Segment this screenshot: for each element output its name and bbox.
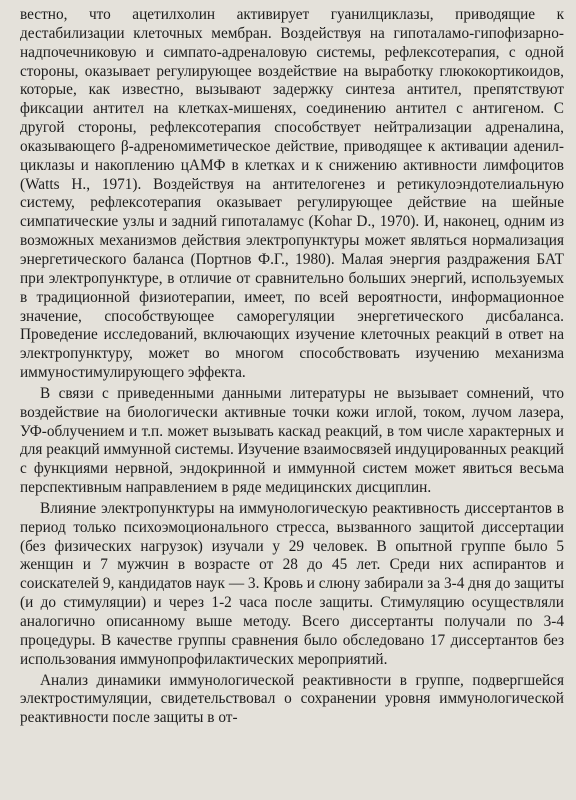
paragraph-analysis: Анализ динамики иммунологической реактивности в группе, подвергшейся электростимуляции, свидетельствовал о сохранении уровня иммунологической реактивности после защиты в от- xyxy=(20,671,564,727)
paragraph-literature-summary: В связи с приведенными данными литературы не вызывает сомнений, что воздействие на биологически активные точки кожи иглой, током, лучом лазера, УФ-облучением и т.п. может вызывать каскад реакций, в том числе характерных и для реакций иммунной системы. Изучение взаимосвязей индуцированных реакций с функциями нервной, эндокринной и иммунной систем может явиться весьма перспективным направлением в ряде медицинских дисциплин. xyxy=(20,384,564,497)
paragraph-study-design: Влияние электропунктуры на иммунологическую реактивность диссертантов в период только психоэмоционального стресса, вызванного защитой диссертации (без физических нагрузок) изучали у 29 человек. В опытной группе было 5 женщин и 7 мужчин в возрасте от 28 до 45 лет. Среди них аспирантов и соискателей 9, кандидатов наук — 3. Кровь и слюну забирали за 3-4 дня до защиты (и до стимуляции) и через 1-2 часа после защиты. Стимуляцию осуществляли аналогично описанному выше методу. Всего диссертанты получали по 3-4 процедуры. В качестве группы сравнения было обследовано 17 диссертантов без использования иммунопрофилактических мероприятий. xyxy=(20,499,565,668)
paragraph-continued: вестно, что ацетилхолин активирует гуанилциклазы, приводящие к дестабилизации клеточных мембран. Воздействуя на гипоталамо-гипофизарно-надпочечниковую и симпато-адреналовую системы, рефлексотерапия, с одной стороны, оказывает регулирующее воздействие на выработку глюкокортикоидов, которые, как известно, вызывают задержку синтеза антител, препятствуют фиксации антител на клетках-мишенях, соединению антител с антигеном. С другой стороны, рефлексотерапия способствует нейтрализации адреналина, оказывающего β-адреномиметическое действие, приводящее к активации аденил-циклазы и накоплению цАМФ в клетках и к снижению активности лимфоцитов (Watts H., 1971). Воздействуя на антителогенез и ретикулоэндотелиальную систему, рефлексотерапия оказывает регулирующее действие на шейные симпатические узлы и задний гипоталамус (Kohar D., 1970). И, наконец, одним из возможных механизмов действия электропунктуры может являться нормализация энергетического баланса (Портнов Ф.Г., 1980). Малая энергия раздражения БАТ при электропунктуре, в отличие от сравнительно больших энергий, используемых в традиционной физиотерапии, имеет, по всей вероятности, информационное значение, способствующее саморегуляции энергетического дисбаланса. Проведение исследований, включающих изучение клеточных реакций в ответ на электропунктуру, может во многом способствовать изучению механизма иммуностимулирующего эффекта. xyxy=(20,6,564,382)
body-text xyxy=(20,6,564,728)
